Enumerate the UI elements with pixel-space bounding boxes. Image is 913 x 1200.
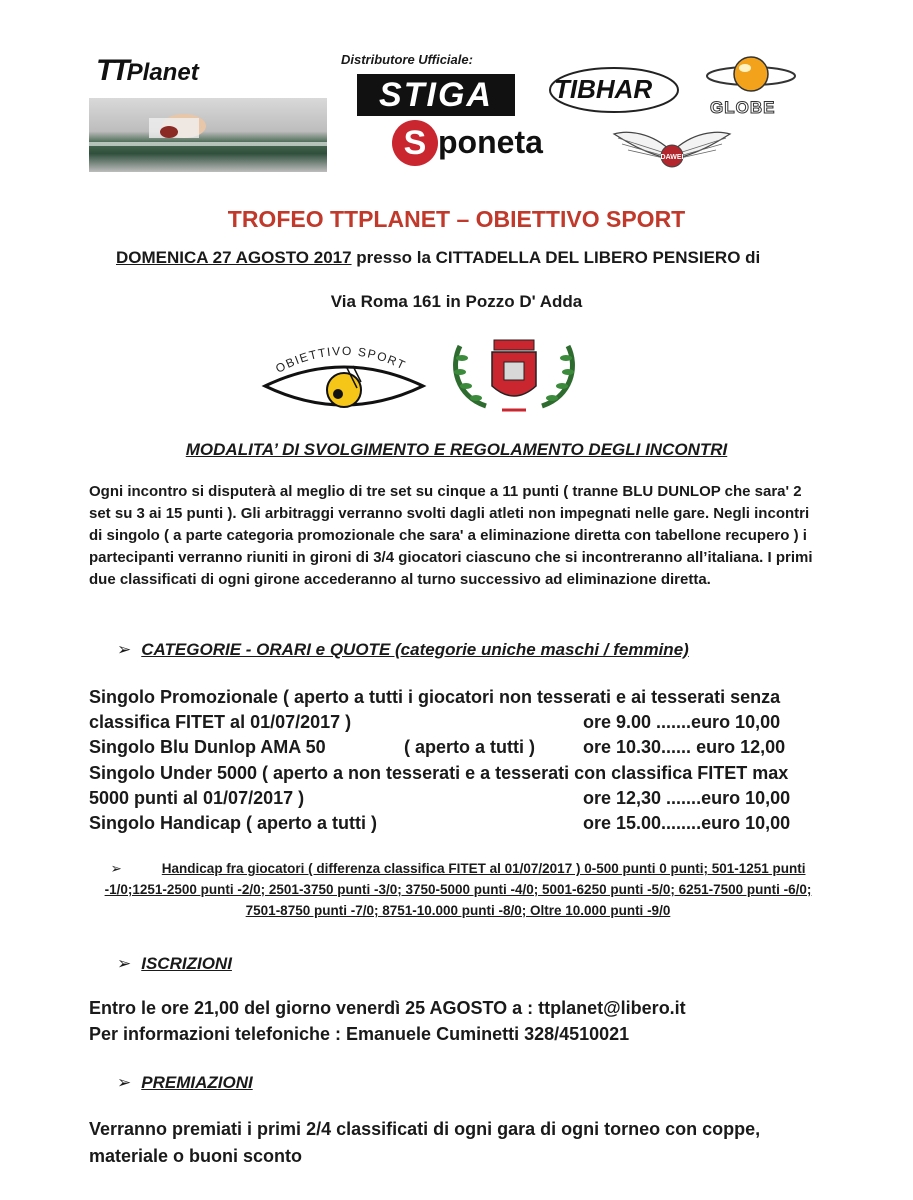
obiettivo-sport-logo — [255, 338, 433, 418]
arrow-bullet-icon: ➢ — [117, 1073, 132, 1092]
page-title: TROFEO TTPLANET – OBIETTIVO SPORT — [227, 206, 686, 232]
distributor-label: Distributore Ufficiale: — [341, 52, 473, 67]
phone-info: Per informazioni telefoniche : Emanuele Cuminetti 328/4510021 — [89, 1024, 630, 1044]
table-tennis-photo-svg — [89, 98, 327, 172]
category-row: 5000 punti al 01/07/2017 ) ore 12,30 .......euro 10,00 — [89, 788, 791, 808]
globe-planet-icon — [704, 54, 798, 100]
event-venue: presso la CITTADELLA DEL LIBERO PENSIERO di — [351, 248, 761, 267]
wings-icon — [612, 124, 732, 180]
prizes-text: Verranno premiati i primi 2/4 classificati di ogni gara di ogni torneo con coppe, materiale o buoni sconto — [89, 1119, 761, 1166]
table-tennis-photo — [89, 98, 327, 172]
event-date: DOMENICA 27 AGOSTO 2017 — [116, 248, 352, 267]
categories-heading: ➢ CATEGORIE - ORARI e QUOTE (categorie uniche maschi / femmine) — [117, 640, 689, 659]
arrow-bullet-icon: ➢ — [117, 954, 132, 973]
eye-icon — [255, 338, 433, 418]
obiettivo-arc-text: OBIETTIVO SPORT — [273, 343, 409, 376]
registration-deadline: Entro le ore 21,00 del giorno venerdì 25 AGOSTO a : ttplanet@libero.it — [89, 998, 686, 1018]
rules-text: Ogni incontro si disputerà al meglio di tre set su cinque a 11 punti ( tranne BLU DUNLOP che sara' 2 set su 3 ai 15 punti ). Gli arbitraggi verranno svolti dagli atleti non impegnati nelle gare. Negli incontri di singolo ( a parte categoria promozionale che sara' a eliminazione diretta con tabellone recupero ) i partecipanti verranno riuniti in gironi di 3/4 giocatori ciascuno che si incontreranno all’italiana. I primi due classificati di ogni girone accederanno al turno successivo ad eliminazione diretta. — [89, 483, 813, 588]
rules-heading: MODALITA’ DI SVOLGIMENTO E REGOLAMENTO DEGLI INCONTRI — [185, 440, 728, 459]
ttplanet-logo: TTPlanet — [96, 54, 199, 87]
globe-logo: GLOBE — [704, 54, 798, 124]
sponeta-logo: S poneta — [392, 118, 592, 170]
category-row: classifica FITET al 01/07/2017 ) ore 9.00 .......euro 10,00 — [89, 712, 781, 732]
iscrizioni-heading: ➢ ISCRIZIONI — [117, 954, 232, 973]
stiga-logo: STIGA — [357, 74, 515, 116]
sponeta-ball-icon: S — [392, 120, 438, 166]
tibhar-logo: TIBHAR — [548, 64, 681, 116]
event-date-line — [116, 248, 760, 268]
comune-coat-of-arms — [446, 336, 582, 416]
premiazioni-heading: ➢ PREMIAZIONI — [117, 1073, 253, 1092]
event-address: Via Roma 161 in Pozzo D' Adda — [330, 292, 583, 311]
dawei-logo — [612, 124, 732, 180]
coat-of-arms-icon — [446, 336, 582, 416]
handicap-note: ➢ Handicap fra giocatori ( differenza classifica FITET al 01/07/2017 ) 0-500 punti 0 punti; 501-1251 punti -1/0;1251-2500 punti -2/0; 2501-3750 punti -3/0; 3750-5000 punti -4/0; 5001-6250 punti -5/0; 6251-7500 punti -6/0; 7501-8750 punti -7/0; 8751-10.000 punti -8/0; Oltre 10.000 punti -9/0 — [104, 861, 812, 918]
category-row: Singolo Blu Dunlop AMA 50 ( aperto a tutti ) ore 10.30...... euro 12,00 — [89, 737, 786, 757]
arrow-bullet-icon: ➢ — [110, 861, 122, 876]
category-row: Singolo Promozionale ( aperto a tutti i giocatori non tesserati e ai tesserati senza — [89, 687, 781, 707]
dawei-text: DAWEI — [660, 154, 684, 161]
category-row: Singolo Handicap ( aperto a tutti ) ore 15.00........euro 10,00 — [89, 813, 791, 833]
category-row: Singolo Under 5000 ( aperto a non tesserati e a tesserati con classifica FITET max — [89, 763, 789, 783]
arrow-bullet-icon: ➢ — [117, 640, 132, 659]
